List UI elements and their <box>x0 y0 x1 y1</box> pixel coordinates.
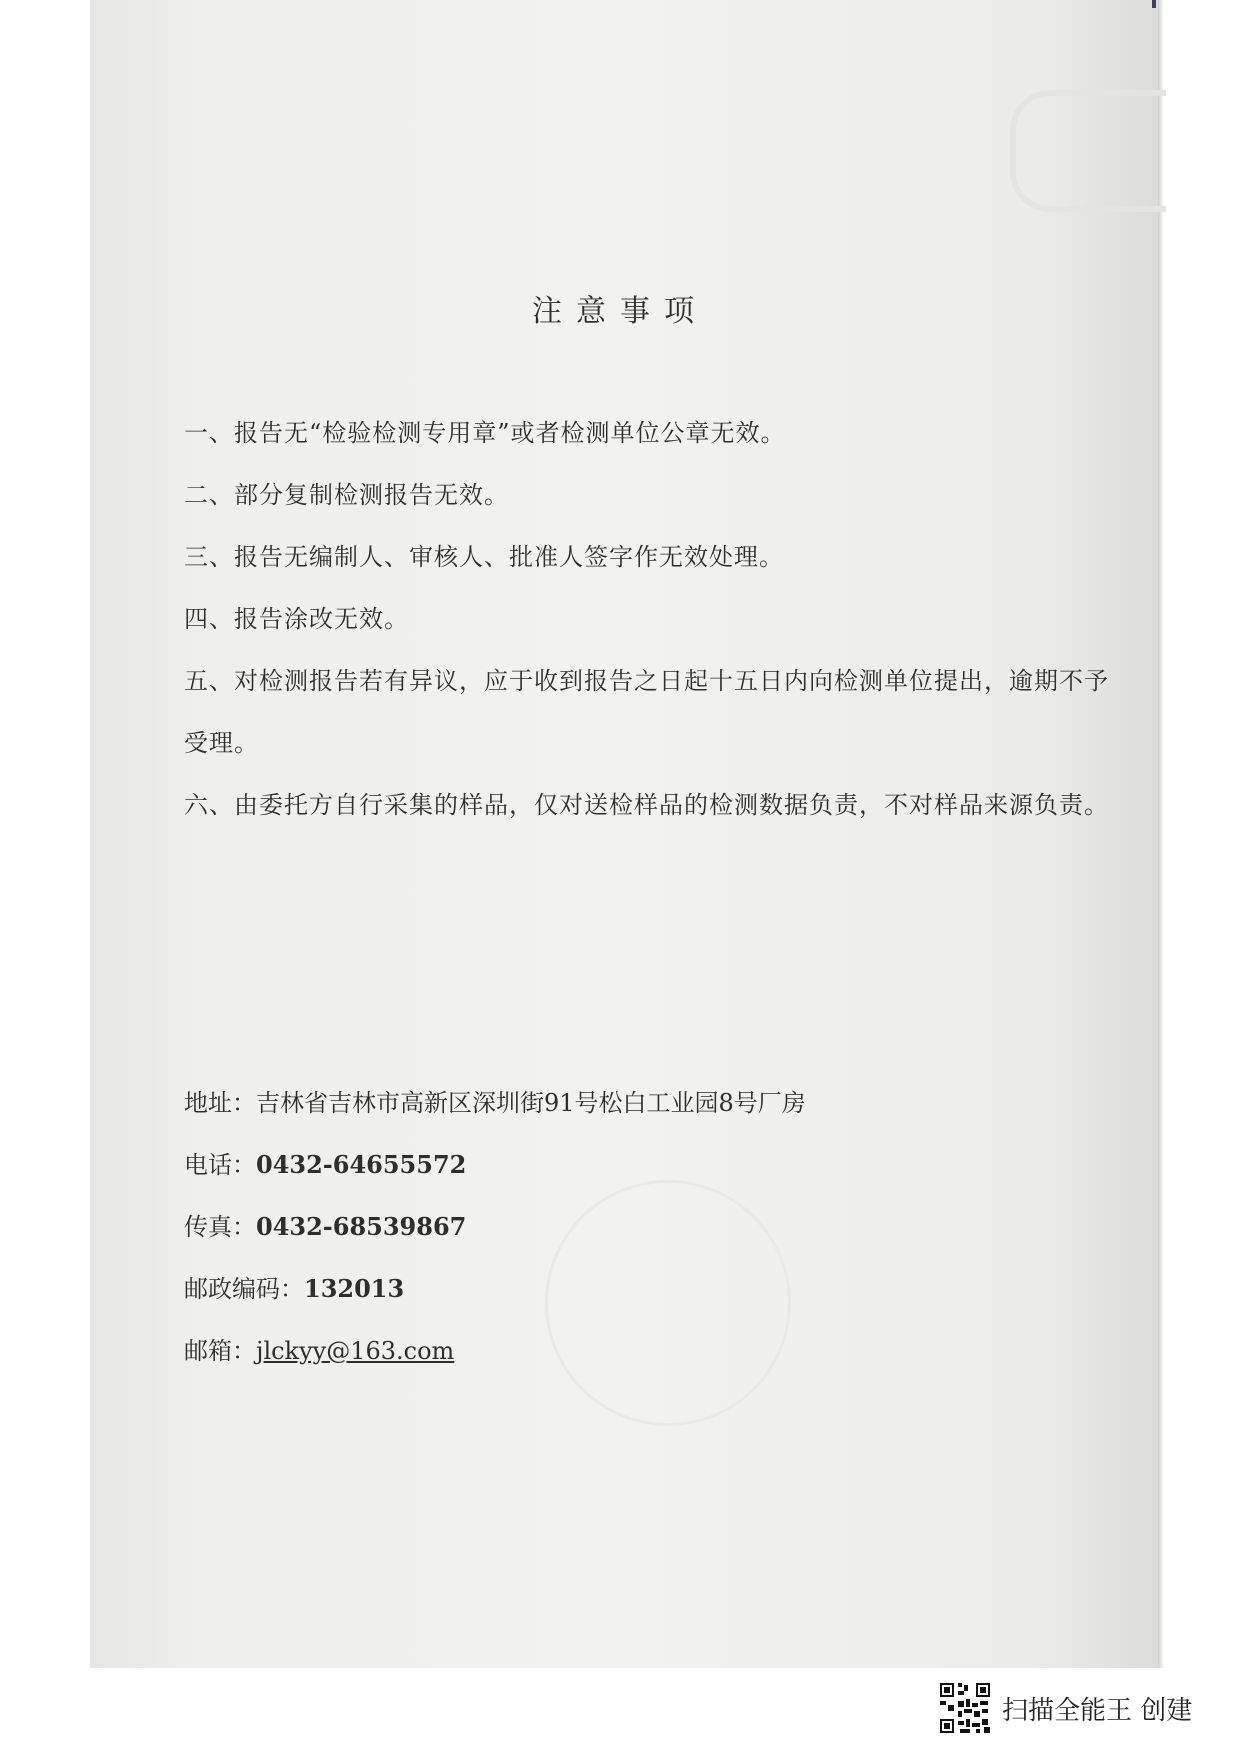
notice-list <box>184 402 1124 836</box>
notice-item-2: 二、部分复制检测报告无效。 <box>184 481 509 509</box>
email-link[interactable]: jlckyy@163.com <box>256 1337 455 1365</box>
postcode-line <box>184 1258 1084 1320</box>
notice-item-4: 四、报告涂改无效。 <box>184 605 409 633</box>
notice-item-3: 三、报告无编制人、审核人、批准人签字作无效处理。 <box>184 543 784 571</box>
phone-label: 电话： <box>184 1151 256 1179</box>
qr-code-icon <box>938 1681 992 1735</box>
fax-value: 0432-68539867 <box>256 1212 467 1241</box>
fax-line <box>184 1196 1084 1258</box>
email-label: 邮箱： <box>184 1337 256 1365</box>
postcode-value: 132013 <box>304 1274 405 1303</box>
address-value: 吉林省吉林市高新区深圳街91号松白工业园8号厂房 <box>256 1089 806 1117</box>
fax-label: 传真： <box>184 1213 256 1241</box>
notice-item-1: 一、报告无“检验检测专用章”或者检测单位公章无效。 <box>184 419 786 447</box>
scanner-watermark-text: 扫描全能王 创建 <box>1002 1695 1193 1726</box>
scanner-watermark <box>938 1680 1192 1736</box>
faded-ma-seal <box>1010 90 1166 212</box>
corner-mark <box>1152 0 1156 8</box>
paper-edge <box>1158 0 1164 1668</box>
address-line <box>184 1072 1084 1134</box>
email-line <box>184 1320 1084 1382</box>
postcode-label: 邮政编码： <box>184 1275 304 1303</box>
contact-block <box>184 1072 1084 1382</box>
notice-item-5: 五、对检测报告若有异议，应于收到报告之日起十五日内向检测单位提出，逾期不予受理。 <box>184 667 1109 757</box>
page-title: 注意事项 <box>532 294 708 329</box>
address-label: 地址： <box>184 1089 256 1117</box>
phone-value: 0432-64655572 <box>256 1150 467 1179</box>
notice-item-6: 六、由委托方自行采集的样品，仅对送检样品的检测数据负责，不对样品来源负责。 <box>184 791 1109 819</box>
phone-line <box>184 1134 1084 1196</box>
